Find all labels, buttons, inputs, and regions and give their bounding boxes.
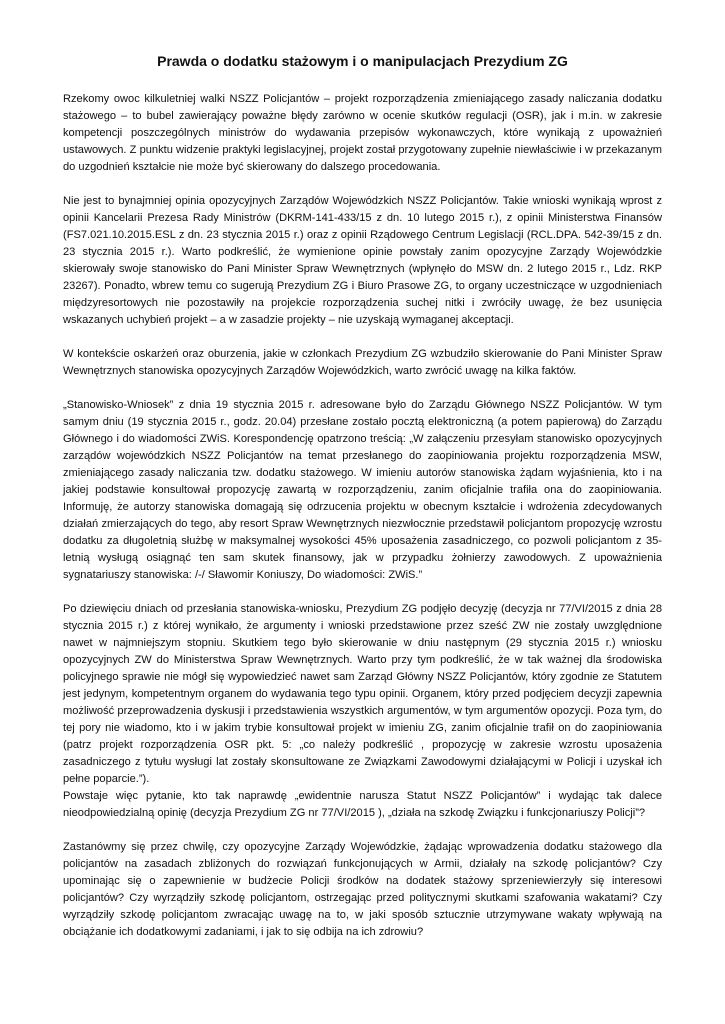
paragraph-intro: Rzekomy owoc kilkuletniej walki NSZZ Policjantów – projekt rozporządzenia zmieniającego zasady naliczania dodatku stażowego – to bubel zawierający poważne błędy zarówno w ocenie skutków regulacji (OSR), jak i m.in. w zakresie kompetencji poszczególnych ministrów do wydawania przepisów wykonawczych, które wynikają z upoważnień ustawowych. Z punktu widzenie praktyki legislacyjnej, projekt został przygotowany zupełnie niewłaściwie i w przekazanym do uzgodnień kształcie nie może być skierowany do dalszego procedowania. <box>63 93 662 173</box>
document-title: Prawda o dodatku stażowym i o manipulacjach Prezydium ZG <box>157 53 568 69</box>
paragraph-stanowisko: „Stanowisko-Wniosek” z dnia 19 stycznia 2015 r. adresowane było do Zarządu Głównego NSZZ Policjantów. W tym samym dniu (19 stycznia 2015 r., godz. 20.04) przesłane zostało pocztą elektroniczną (a potem papierową) do Zarządu Głównego i do wiadomości ZWiS. Korespondencję opatrzono treścią: „W załączeniu przesyłam stanowisko opozycyjnych zarządów wojewódzkich NSZZ Policjantów na temat przesłanego do zaopiniowania projektu rozporządzenia MSW, zmieniającego zasady naliczania tzw. dodatku stażowego. W imieniu autorów stanowiska żądam wyjaśnienia, kto i na jakiej podstawie konsultował propozycję zawartą w rozporządzeniu, zanim oficjalnie trafiła ona do zaopiniowania. Informuję, że autorzy stanowiska domagają się odrzucenia projektu w obecnym kształcie i wdrożenia zdecydowanych działań zmierzających do tego, aby resort Spraw Wewnętrznych niezwłocznie przedstawił policjantom propozycję wzrostu dodatku za długoletnią służbę w maksymalnej wysokości 45% uposażenia zasadniczego, co pozwoli policjantom z 35-letnią wysługą osiągnąć ten sam skutek finansowy, jak w przypadku żołnierzy zawodowych. Z upoważnienia sygnatariuszy stanowiska: /-/ Sławomir Koniuszy, Do wiadomości: ZWiS.” <box>63 399 662 581</box>
paragraph-question: Powstaje więc pytanie, kto tak naprawdę „ewidentnie narusza Statut NSZZ Policjantów” i wydając tak dalece nieodpowiedzialną opinię (decyzja Prezydium ZG nr 77/VI/2015 ), „działa na szkodę Związku i funkcjonariuszy Policji”? <box>63 790 662 819</box>
document-body <box>63 91 662 958</box>
paragraph-context: W kontekście oskarżeń oraz oburzenia, jakie w członkach Prezydium ZG wzbudziło skierowanie do Pani Minister Spraw Wewnętrznych stanowiska opozycyjnych Zarządów Wojewódzkich, warto zwrócić uwagę na kilka faktów. <box>63 348 662 377</box>
paragraph-decision: Po dziewięciu dniach od przesłania stanowiska-wniosku, Prezydium ZG podjęło decyzję (decyzja nr 77/VI/2015 z dnia 28 stycznia 2015 r.) z której wynikało, że argumenty i wnioski przedstawione przez sześć ZW nie zostały uwzględnione nawet w najmniejszym stopniu. Skutkiem tego było skierowanie w dniu następnym (29 stycznia 2015 r.) wniosku opozycyjnych ZW do Ministerstwa Spraw Wewnętrznych. Warto przy tym podkreślić, że w tak ważnej dla środowiska policyjnego sprawie nie mógł się wypowiedzieć nawet sam Zarząd Główny NSZZ Policjantów, który zgodnie ze Statutem jest jedynym, kompetentnym organem do wydawania tego typu opinii. Organem, który przed podjęciem decyzji zapewnia możliwość przeprowadzenia dyskusji i przedstawienia wszystkich argumentów, w tym argumentów opozycji. Poza tym, do tej pory nie wiadomo, kto i w jakim trybie konsultował projekt w imieniu ZG, zanim oficjalnie trafił on do zaopiniowania (patrz projekt rozporządzenia OSR pkt. 5: „co należy podkreślić , propozycję w zakresie wzrostu uposażenia zasadniczego z tytułu wysługi lat zostały skonsultowane ze Związkami Zawodowymi działającymi w Policji i uzyskał ich pełne poparcie.”). <box>63 603 662 785</box>
paragraph-conclusion: Zastanówmy się przez chwilę, czy opozycyjne Zarządy Wojewódzkie, żądając wprowadzenia dodatku stażowego dla policjantów na zasadach zbliżonych do rozwiązań funkcjonujących w Armii, działały na szkodę policjantów? Czy upominając się o zapewnienie w budżecie Policji środków na dodatek stażowy sprzeniewierzyły się interesowi policjantów? Czy wyrządziły szkodę policjantom, ostrzegając przed politycznymi skutkami szafowania wakatami? Czy wyrządziły szkodę policjantom zwracając uwagę na to, w jaki sposób sztucznie utrzymywane wakaty wpływają na obciążanie ich dodatkowymi zadaniami, i jak to się odbija na ich zdrowiu? <box>63 841 662 938</box>
paragraph-opinions: Nie jest to bynajmniej opinia opozycyjnych Zarządów Wojewódzkich NSZZ Policjantów. Takie wnioski wynikają wprost z opinii Kancelarii Prezesa Rady Ministrów (DKRM-141-433/15 z dn. 10 lutego 2015 r.), z opinii Ministerstwa Finansów (FS7.021.10.2015.ESL z dn. 23 stycznia 2015 r.) oraz z opinii Rządowego Centrum Legislacji (RCL.DPA. 542-39/15 z dn. 23 stycznia 2015 r.). Warto podkreślić, że wymienione opinie powstały zanim opozycyjne Zarządy Wojewódzkie skierowały swoje stanowisko do Pani Minister Spraw Wewnętrznych (wpłynęło do MSW dn. 2 lutego 2015 r., Ldz. RKP 23267). Ponadto, wbrew temu co sugerują Prezydium ZG i Biuro Prasowe ZG, to organy uczestniczące w uzgodnieniach międzyresortowych nie pozostawiły na projekcie rozporządzenia suchej nitki i zwróciły uwagę, że bez usunięcia wskazanych uchybień projekt – a w zasadzie projekty – nie uzyskają wymaganej akceptacji. <box>63 195 662 326</box>
